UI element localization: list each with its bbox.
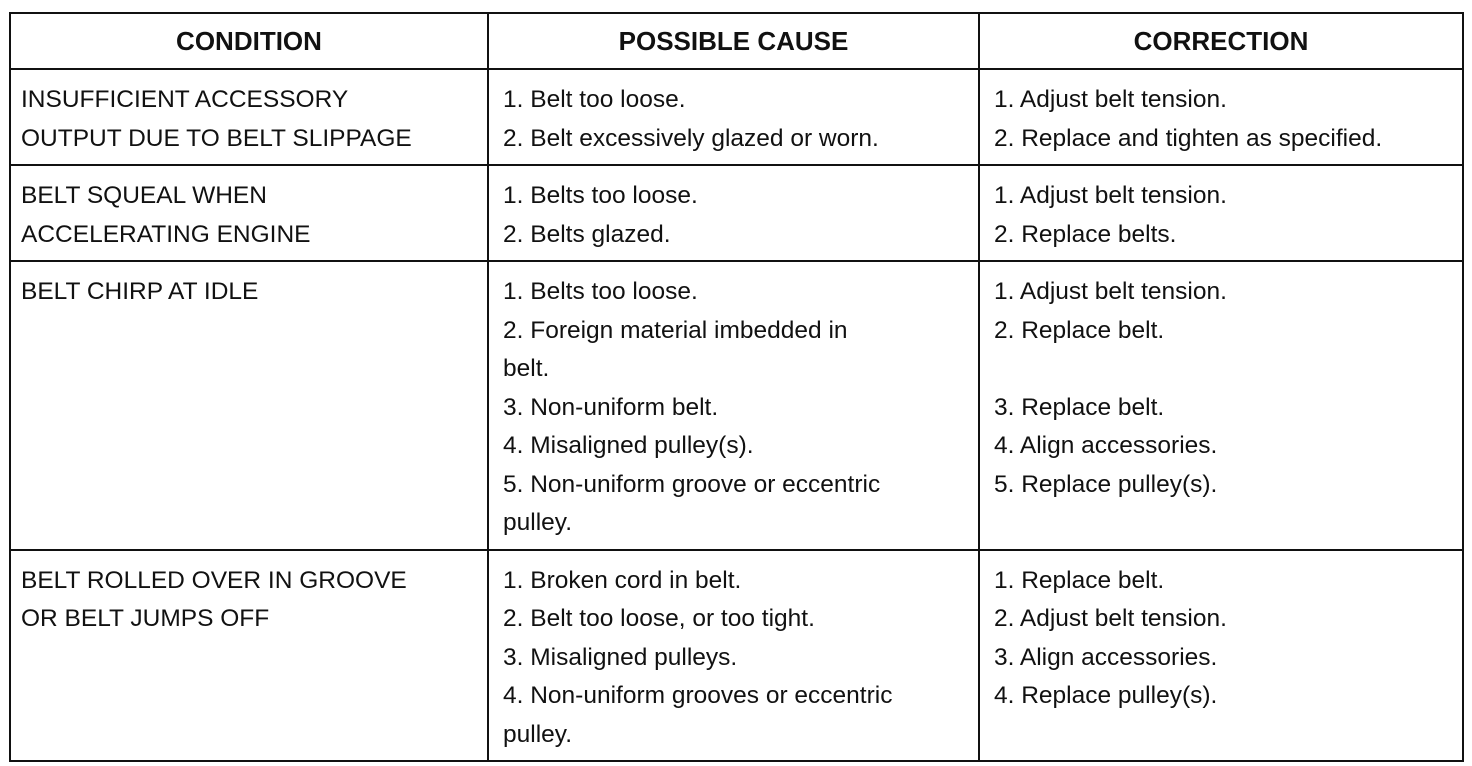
- cause-line: pulley.: [503, 720, 573, 748]
- cause-line: 2. Belt too loose, or too tight.: [503, 605, 815, 632]
- cause-line: 1. Broken cord in belt.: [503, 566, 742, 594]
- correction-cell: [979, 165, 1463, 261]
- cause-cell: [488, 261, 979, 550]
- correction-cell: [979, 261, 1463, 550]
- correction-line: 4. Align accessories.: [994, 432, 1218, 459]
- cause-line: 1. Belts too loose.: [503, 278, 698, 305]
- condition-line: BELT CHIRP AT IDLE: [21, 278, 259, 305]
- condition-line: BELT SQUEAL WHEN: [21, 182, 267, 209]
- correction-line: 1. Adjust belt tension.: [994, 278, 1227, 305]
- condition-line: ACCELERATING ENGINE: [21, 220, 311, 248]
- cause-cell: [488, 165, 979, 261]
- condition-line: OUTPUT DUE TO BELT SLIPPAGE: [21, 124, 412, 152]
- cause-line: 3. Non-uniform belt.: [503, 393, 719, 421]
- correction-line: 2. Replace and tighten as specified.: [994, 124, 1383, 152]
- correction-cell: [979, 550, 1463, 762]
- header-row: [10, 13, 1463, 69]
- correction-line: 2. Replace belt.: [994, 316, 1165, 344]
- blank-line: [994, 350, 1450, 389]
- correction-line: 5. Replace pulley(s).: [994, 470, 1218, 498]
- condition-cell: [10, 165, 488, 261]
- table-row: [10, 165, 1463, 261]
- correction-cell: [979, 69, 1463, 165]
- condition-line: INSUFFICIENT ACCESSORY: [21, 86, 349, 113]
- cause-cell: [488, 69, 979, 165]
- cause-line: 2. Foreign material imbedded in: [503, 316, 848, 344]
- cause-line: pulley.: [503, 509, 573, 536]
- correction-line: 2. Replace belts.: [994, 220, 1177, 248]
- cause-cell: [488, 550, 979, 762]
- correction-line: 3. Align accessories.: [994, 643, 1218, 671]
- table-row: [10, 550, 1463, 762]
- diagnosis-table: [9, 12, 1464, 762]
- correction-line: 1. Replace belt.: [994, 566, 1165, 594]
- cause-line: 4. Non-uniform grooves or eccentric: [503, 682, 893, 709]
- cause-line: 1. Belts too loose.: [503, 182, 698, 209]
- correction-line: 4. Replace pulley(s).: [994, 682, 1218, 709]
- cause-line: 2. Belt excessively glazed or worn.: [503, 124, 879, 152]
- header-possible-cause: POSSIBLE CAUSE: [488, 13, 979, 69]
- correction-line: 3. Replace belt.: [994, 393, 1165, 421]
- correction-line: 1. Adjust belt tension.: [994, 86, 1227, 113]
- cause-line: 1. Belt too loose.: [503, 86, 686, 113]
- cause-line: 2. Belts glazed.: [503, 220, 671, 248]
- condition-line: BELT ROLLED OVER IN GROOVE: [21, 566, 407, 594]
- condition-cell: [10, 550, 488, 762]
- table-row: [10, 261, 1463, 550]
- correction-line: 2. Adjust belt tension.: [994, 605, 1227, 632]
- cause-line: belt.: [503, 355, 550, 382]
- table-row: [10, 69, 1463, 165]
- cause-line: 5. Non-uniform groove or eccentric: [503, 470, 881, 498]
- condition-cell: [10, 261, 488, 550]
- header-condition: CONDITION: [10, 13, 488, 69]
- correction-line: 1. Adjust belt tension.: [994, 182, 1227, 209]
- condition-line: OR BELT JUMPS OFF: [21, 605, 270, 632]
- cause-line: 3. Misaligned pulleys.: [503, 643, 738, 671]
- header-correction: CORRECTION: [979, 13, 1463, 69]
- cause-line: 4. Misaligned pulley(s).: [503, 432, 754, 459]
- condition-cell: [10, 69, 488, 165]
